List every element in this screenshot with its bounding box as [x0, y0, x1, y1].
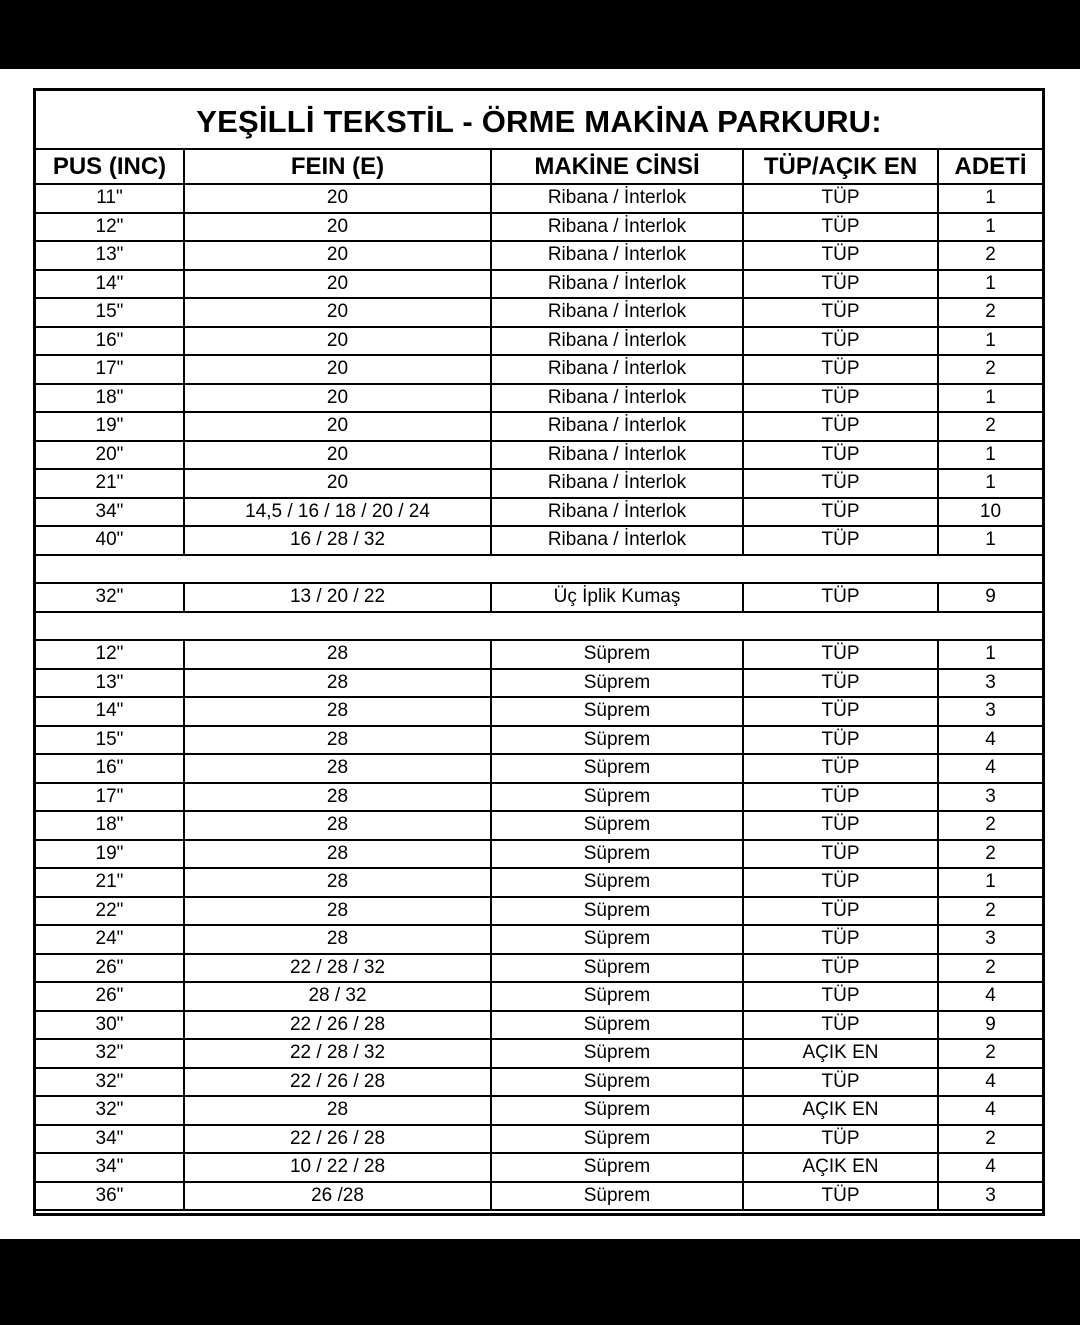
cell-fein: 28	[184, 811, 491, 840]
cell-tup-acik-en: TÜP	[743, 982, 938, 1011]
cell-pus: 12"	[36, 640, 184, 669]
cell-pus: 26"	[36, 982, 184, 1011]
table-row	[36, 270, 1042, 299]
cell-pus: 26"	[36, 954, 184, 983]
spacer-row	[36, 555, 1042, 584]
cell-fein: 20	[184, 184, 491, 213]
cell-tup-acik-en: TÜP	[743, 840, 938, 869]
table-row	[36, 1068, 1042, 1097]
table-row	[36, 1011, 1042, 1040]
cell-makine-cinsi: Ribana / İnterlok	[491, 241, 743, 270]
cell-fein: 20	[184, 298, 491, 327]
cell-pus: 19"	[36, 840, 184, 869]
cell-makine-cinsi: Ribana / İnterlok	[491, 298, 743, 327]
cell-fein: 14,5 / 16 / 18 / 20 / 24	[184, 498, 491, 527]
cell-tup-acik-en: AÇIK EN	[743, 1153, 938, 1182]
cell-fein: 28	[184, 754, 491, 783]
cell-makine-cinsi: Süprem	[491, 640, 743, 669]
cell-tup-acik-en: TÜP	[743, 726, 938, 755]
cell-tup-acik-en: TÜP	[743, 811, 938, 840]
cell-makine-cinsi: Süprem	[491, 726, 743, 755]
table-row	[36, 355, 1042, 384]
cell-tup-acik-en: TÜP	[743, 1068, 938, 1097]
table-row	[36, 925, 1042, 954]
cell-adeti: 3	[938, 783, 1042, 812]
cell-pus: 34"	[36, 1153, 184, 1182]
cell-adeti: 4	[938, 1153, 1042, 1182]
cell-makine-cinsi: Üç İplik Kumaş	[491, 583, 743, 612]
cell-pus: 17"	[36, 783, 184, 812]
table-row	[36, 583, 1042, 612]
table-row	[36, 469, 1042, 498]
cell-tup-acik-en: TÜP	[743, 498, 938, 527]
cell-tup-acik-en: TÜP	[743, 384, 938, 413]
cell-pus: 36"	[36, 1182, 184, 1211]
cell-fein: 22 / 26 / 28	[184, 1068, 491, 1097]
cell-adeti: 1	[938, 526, 1042, 555]
cell-makine-cinsi: Süprem	[491, 982, 743, 1011]
cell-makine-cinsi: Süprem	[491, 669, 743, 698]
cell-tup-acik-en: TÜP	[743, 355, 938, 384]
table-row	[36, 726, 1042, 755]
cell-fein: 28	[184, 726, 491, 755]
column-header-adeti: ADETİ	[938, 150, 1042, 184]
cell-pus: 30"	[36, 1011, 184, 1040]
cell-makine-cinsi: Süprem	[491, 697, 743, 726]
cell-makine-cinsi: Süprem	[491, 897, 743, 926]
cell-adeti: 2	[938, 1039, 1042, 1068]
cell-tup-acik-en: TÜP	[743, 925, 938, 954]
cell-fein: 16 / 28 / 32	[184, 526, 491, 555]
cell-pus: 15"	[36, 726, 184, 755]
cell-tup-acik-en: TÜP	[743, 754, 938, 783]
cell-makine-cinsi: Ribana / İnterlok	[491, 526, 743, 555]
table-row	[36, 412, 1042, 441]
cell-adeti: 9	[938, 583, 1042, 612]
cell-fein: 20	[184, 384, 491, 413]
cell-makine-cinsi: Süprem	[491, 811, 743, 840]
spacer-cell	[36, 555, 1042, 584]
cell-makine-cinsi: Süprem	[491, 1096, 743, 1125]
cell-pus: 32"	[36, 583, 184, 612]
cell-pus: 34"	[36, 1125, 184, 1154]
table-header-row	[36, 150, 1042, 184]
cell-pus: 11"	[36, 184, 184, 213]
cell-tup-acik-en: TÜP	[743, 298, 938, 327]
cell-fein: 28	[184, 669, 491, 698]
cell-pus: 32"	[36, 1039, 184, 1068]
cell-tup-acik-en: TÜP	[743, 583, 938, 612]
cell-adeti: 3	[938, 697, 1042, 726]
cell-adeti: 4	[938, 1096, 1042, 1125]
table-row	[36, 1182, 1042, 1211]
cell-fein: 13 / 20 / 22	[184, 583, 491, 612]
cell-pus: 21"	[36, 868, 184, 897]
cell-fein: 22 / 26 / 28	[184, 1125, 491, 1154]
table-row	[36, 213, 1042, 242]
cell-pus: 24"	[36, 925, 184, 954]
table-row	[36, 384, 1042, 413]
cell-tup-acik-en: TÜP	[743, 270, 938, 299]
cell-tup-acik-en: TÜP	[743, 241, 938, 270]
cell-adeti: 1	[938, 384, 1042, 413]
table-row	[36, 184, 1042, 213]
cell-tup-acik-en: TÜP	[743, 954, 938, 983]
cell-pus: 16"	[36, 327, 184, 356]
cell-makine-cinsi: Süprem	[491, 925, 743, 954]
cell-fein: 20	[184, 213, 491, 242]
cell-adeti: 2	[938, 355, 1042, 384]
cell-tup-acik-en: TÜP	[743, 1182, 938, 1211]
cell-tup-acik-en: TÜP	[743, 1125, 938, 1154]
cell-fein: 20	[184, 469, 491, 498]
table-row	[36, 954, 1042, 983]
cell-adeti: 1	[938, 441, 1042, 470]
cell-adeti: 4	[938, 982, 1042, 1011]
table-row	[36, 669, 1042, 698]
cell-tup-acik-en: TÜP	[743, 213, 938, 242]
column-header-fein: FEIN (E)	[184, 150, 491, 184]
column-header-tup-acik-en: TÜP/AÇIK EN	[743, 150, 938, 184]
cell-fein: 22 / 28 / 32	[184, 1039, 491, 1068]
table-row	[36, 526, 1042, 555]
cell-makine-cinsi: Ribana / İnterlok	[491, 184, 743, 213]
cell-fein: 20	[184, 327, 491, 356]
cell-fein: 28	[184, 840, 491, 869]
cell-tup-acik-en: TÜP	[743, 1011, 938, 1040]
cell-adeti: 4	[938, 1068, 1042, 1097]
cell-pus: 16"	[36, 754, 184, 783]
cell-pus: 14"	[36, 697, 184, 726]
cell-fein: 28	[184, 697, 491, 726]
cell-adeti: 2	[938, 840, 1042, 869]
cell-fein: 28	[184, 640, 491, 669]
machine-park-table-sheet	[33, 88, 1045, 1216]
table-row	[36, 298, 1042, 327]
table-row	[36, 840, 1042, 869]
cell-pus: 13"	[36, 241, 184, 270]
cell-makine-cinsi: Süprem	[491, 1011, 743, 1040]
table-row	[36, 868, 1042, 897]
cell-adeti: 4	[938, 754, 1042, 783]
table-row	[36, 1125, 1042, 1154]
cell-adeti: 3	[938, 925, 1042, 954]
cell-fein: 20	[184, 441, 491, 470]
cell-pus: 18"	[36, 384, 184, 413]
cell-fein: 28	[184, 783, 491, 812]
table-row	[36, 982, 1042, 1011]
document-page	[0, 69, 1080, 1239]
cell-tup-acik-en: TÜP	[743, 327, 938, 356]
cell-adeti: 1	[938, 640, 1042, 669]
cell-fein: 20	[184, 412, 491, 441]
table-row	[36, 697, 1042, 726]
table-row	[36, 241, 1042, 270]
document-title: YEŞİLLİ TEKSTİL - ÖRME MAKİNA PARKURU:	[36, 91, 1042, 150]
cell-adeti: 2	[938, 897, 1042, 926]
cell-tup-acik-en: AÇIK EN	[743, 1039, 938, 1068]
bottom-black-bar	[0, 1239, 1080, 1325]
cell-adeti: 1	[938, 184, 1042, 213]
cell-makine-cinsi: Ribana / İnterlok	[491, 441, 743, 470]
table-row	[36, 897, 1042, 926]
cell-adeti: 1	[938, 213, 1042, 242]
cell-adeti: 3	[938, 1182, 1042, 1211]
cell-tup-acik-en: TÜP	[743, 783, 938, 812]
cell-makine-cinsi: Ribana / İnterlok	[491, 270, 743, 299]
cell-makine-cinsi: Süprem	[491, 754, 743, 783]
cell-pus: 17"	[36, 355, 184, 384]
cell-pus: 19"	[36, 412, 184, 441]
cell-pus: 40"	[36, 526, 184, 555]
cell-tup-acik-en: TÜP	[743, 441, 938, 470]
cell-fein: 28	[184, 868, 491, 897]
cell-pus: 32"	[36, 1096, 184, 1125]
table-row	[36, 441, 1042, 470]
cell-adeti: 2	[938, 241, 1042, 270]
cell-adeti: 10	[938, 498, 1042, 527]
cell-makine-cinsi: Süprem	[491, 1039, 743, 1068]
cell-tup-acik-en: TÜP	[743, 868, 938, 897]
spacer-row	[36, 612, 1042, 641]
column-header-makine-cinsi: MAKİNE CİNSİ	[491, 150, 743, 184]
cell-fein: 22 / 26 / 28	[184, 1011, 491, 1040]
cell-adeti: 3	[938, 669, 1042, 698]
cell-fein: 28 / 32	[184, 982, 491, 1011]
cell-adeti: 1	[938, 327, 1042, 356]
cell-makine-cinsi: Süprem	[491, 840, 743, 869]
cell-makine-cinsi: Ribana / İnterlok	[491, 213, 743, 242]
cell-pus: 13"	[36, 669, 184, 698]
cell-makine-cinsi: Süprem	[491, 1125, 743, 1154]
cell-fein: 10 / 22 / 28	[184, 1153, 491, 1182]
cell-adeti: 2	[938, 954, 1042, 983]
cell-fein: 20	[184, 355, 491, 384]
cell-tup-acik-en: TÜP	[743, 412, 938, 441]
cell-pus: 21"	[36, 469, 184, 498]
cell-pus: 15"	[36, 298, 184, 327]
cell-adeti: 2	[938, 298, 1042, 327]
cell-fein: 22 / 28 / 32	[184, 954, 491, 983]
cell-makine-cinsi: Ribana / İnterlok	[491, 384, 743, 413]
cell-makine-cinsi: Ribana / İnterlok	[491, 469, 743, 498]
cell-adeti: 1	[938, 469, 1042, 498]
cell-fein: 28	[184, 925, 491, 954]
spacer-cell	[36, 612, 1042, 641]
cell-tup-acik-en: TÜP	[743, 469, 938, 498]
cell-fein: 28	[184, 1096, 491, 1125]
cell-pus: 18"	[36, 811, 184, 840]
column-header-pus: PUS (INC)	[36, 150, 184, 184]
table-row	[36, 754, 1042, 783]
cell-adeti: 2	[938, 811, 1042, 840]
cell-fein: 20	[184, 270, 491, 299]
cell-makine-cinsi: Süprem	[491, 954, 743, 983]
cell-adeti: 2	[938, 412, 1042, 441]
cell-pus: 20"	[36, 441, 184, 470]
table-row	[36, 498, 1042, 527]
cell-makine-cinsi: Süprem	[491, 1182, 743, 1211]
cell-fein: 28	[184, 897, 491, 926]
cell-adeti: 9	[938, 1011, 1042, 1040]
table-row	[36, 811, 1042, 840]
machine-park-table	[36, 150, 1042, 1211]
cell-pus: 14"	[36, 270, 184, 299]
table-body	[36, 184, 1042, 1210]
cell-adeti: 1	[938, 270, 1042, 299]
table-row	[36, 1153, 1042, 1182]
table-row	[36, 1039, 1042, 1068]
table-row	[36, 640, 1042, 669]
cell-tup-acik-en: AÇIK EN	[743, 1096, 938, 1125]
table-row	[36, 783, 1042, 812]
cell-tup-acik-en: TÜP	[743, 184, 938, 213]
cell-tup-acik-en: TÜP	[743, 669, 938, 698]
cell-adeti: 1	[938, 868, 1042, 897]
cell-tup-acik-en: TÜP	[743, 640, 938, 669]
cell-makine-cinsi: Ribana / İnterlok	[491, 327, 743, 356]
cell-makine-cinsi: Süprem	[491, 1068, 743, 1097]
cell-pus: 32"	[36, 1068, 184, 1097]
cell-makine-cinsi: Süprem	[491, 1153, 743, 1182]
cell-tup-acik-en: TÜP	[743, 697, 938, 726]
cell-makine-cinsi: Ribana / İnterlok	[491, 498, 743, 527]
cell-pus: 22"	[36, 897, 184, 926]
table-row	[36, 1096, 1042, 1125]
cell-fein: 26 /28	[184, 1182, 491, 1211]
cell-makine-cinsi: Ribana / İnterlok	[491, 355, 743, 384]
cell-fein: 20	[184, 241, 491, 270]
cell-adeti: 4	[938, 726, 1042, 755]
cell-adeti: 2	[938, 1125, 1042, 1154]
cell-tup-acik-en: TÜP	[743, 526, 938, 555]
table-row	[36, 327, 1042, 356]
cell-pus: 34"	[36, 498, 184, 527]
cell-makine-cinsi: Ribana / İnterlok	[491, 412, 743, 441]
cell-makine-cinsi: Süprem	[491, 868, 743, 897]
cell-pus: 12"	[36, 213, 184, 242]
cell-tup-acik-en: TÜP	[743, 897, 938, 926]
cell-makine-cinsi: Süprem	[491, 783, 743, 812]
